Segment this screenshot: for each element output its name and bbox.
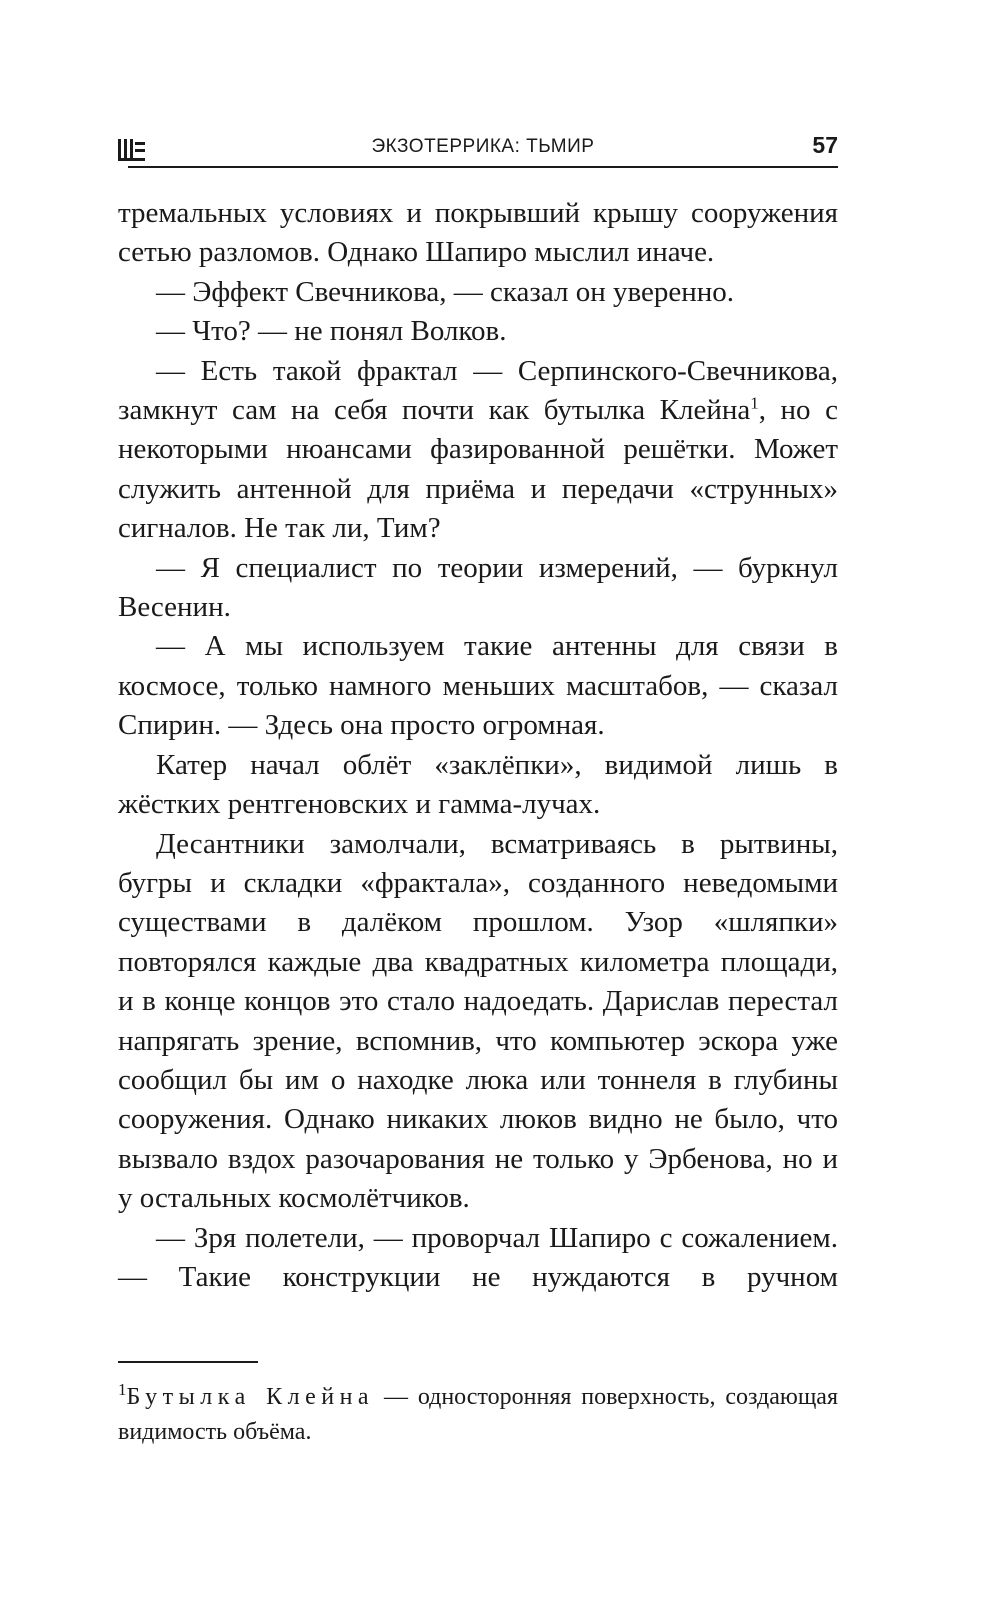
running-header [128, 130, 838, 168]
running-title: ЭКЗОТЕРРИКА: ТЬМИР [371, 136, 595, 157]
paragraph-text: , но с некоторыми нюансами фазированной решётки. Может служить антенной для приёма и передачи «струнных» сигналов. Не так ли, Тим? [118, 394, 838, 545]
paragraph: — Что? — не понял Волков. [156, 315, 507, 348]
footnote-reference: 1 [750, 393, 759, 413]
footnote-term: Бутылка Клейна [126, 1384, 375, 1410]
paragraph: тремальных условиях и покрывший крышу сооружения сетью разломов. Однако Шапиро мыслил иначе. [118, 197, 838, 269]
paragraph: — А мы используем такие антенны для связи в космосе, только намного меньших масштабов, — сказал Спирин. — Здесь она просто огромная. [118, 630, 838, 742]
paragraph: — Эффект Свечникова, — сказал он уверенно. [156, 275, 735, 308]
page-number: 57 [812, 132, 838, 158]
footnote-marker: 1 [118, 1380, 127, 1399]
footnote-divider [118, 1361, 258, 1363]
paragraph [118, 352, 838, 549]
footnote [118, 1380, 838, 1450]
paragraph: Катер начал облёт «заклёпки», видимой лишь в жёстких рентгеновских и гамма-лучах. [118, 748, 838, 821]
paragraph: — Зря полетели, — проворчал Шапиро с сожалением. — Такие конструкции не нуждаются в ручном [118, 1221, 838, 1293]
paragraph: Десантники замолчали, всматриваясь в рытвины, бугры и складки «фрактала», созданного неведомыми существами в далёком прошлом. Узор «шляпки» повторялся каждые два квадратных километра площади, и в конце концов это стало надоедать. Дарислав перестал напрягать зрение, вспомнив, что компьютер эскора уже сообщил бы им о находке люка или тоннеля в глубины сооружения. Однако никаких люков видно не было, что вызвало вздох разочарования не только у Эрбенова, но и у остальных космолётчиков. [118, 827, 838, 1215]
paragraph-text: — Есть такой фрактал — Серпинского-Свечникова, замкнут сам на себя почти как бутылка Клейна [118, 354, 838, 427]
footnote-text: — односторонняя поверхность, создающая видимость объёма. [118, 1384, 838, 1445]
body-text [118, 194, 838, 1297]
paragraph: — Я специалист по теории измерений, — буркнул Весенин. [118, 551, 838, 624]
